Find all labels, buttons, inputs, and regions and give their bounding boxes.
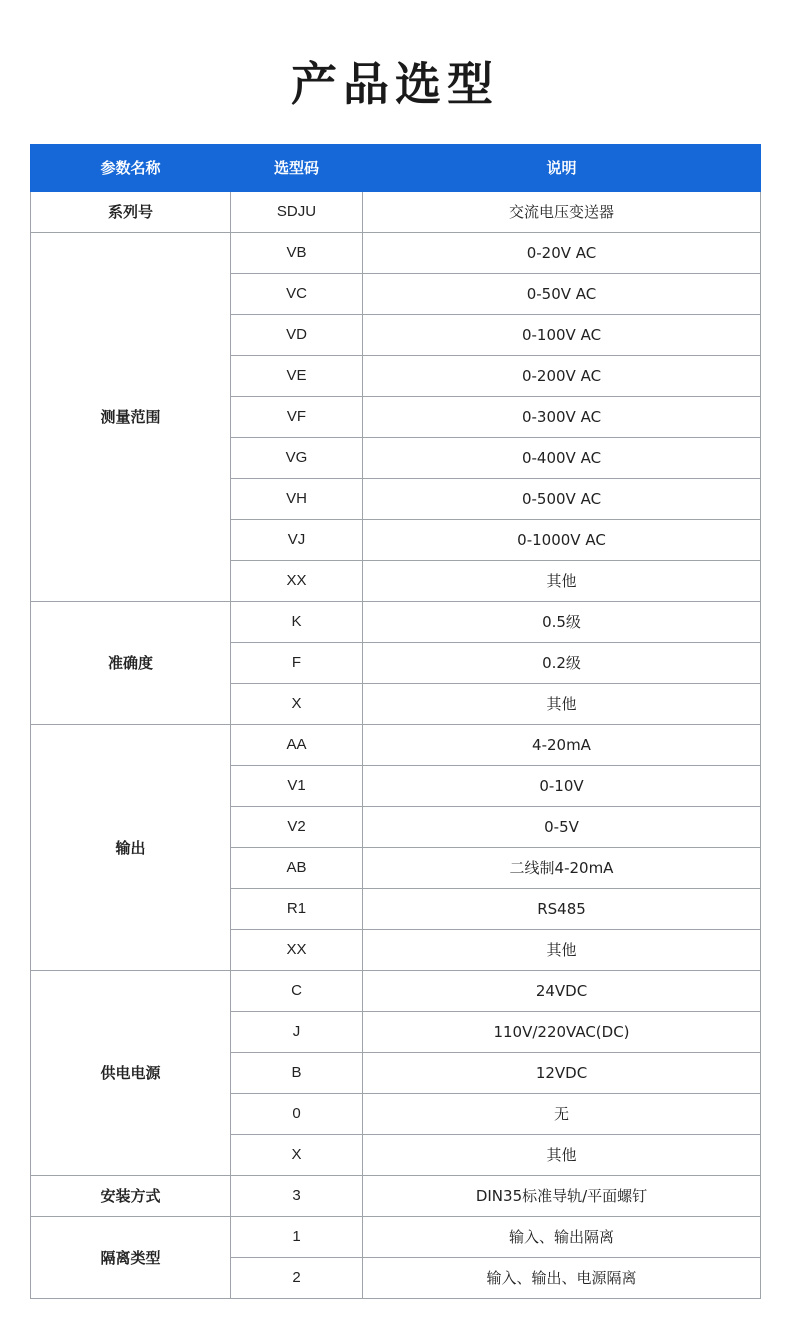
- description-cell: RS485: [363, 889, 761, 930]
- spec-table-container: [0, 144, 790, 1299]
- selection-code-cell: XX: [231, 561, 363, 602]
- column-header-desc: 说明: [363, 145, 761, 192]
- selection-code-cell: XX: [231, 930, 363, 971]
- selection-code-cell: VH: [231, 479, 363, 520]
- description-cell: 输入、输出、电源隔离: [363, 1258, 761, 1299]
- table-row: [31, 233, 761, 274]
- selection-code-cell: AA: [231, 725, 363, 766]
- selection-code-cell: F: [231, 643, 363, 684]
- table-row: [31, 192, 761, 233]
- selection-code-cell: J: [231, 1012, 363, 1053]
- table-row: [31, 1217, 761, 1258]
- description-cell: 0-200V AC: [363, 356, 761, 397]
- description-cell: 0-20V AC: [363, 233, 761, 274]
- description-cell: 0.2级: [363, 643, 761, 684]
- description-cell: 4-20mA: [363, 725, 761, 766]
- selection-code-cell: VC: [231, 274, 363, 315]
- description-cell: 0-400V AC: [363, 438, 761, 479]
- description-cell: 0-500V AC: [363, 479, 761, 520]
- description-cell: 0-5V: [363, 807, 761, 848]
- selection-code-cell: VB: [231, 233, 363, 274]
- selection-code-cell: 1: [231, 1217, 363, 1258]
- description-cell: 二线制4-20mA: [363, 848, 761, 889]
- page-title: 产品选型: [291, 57, 499, 111]
- selection-code-cell: VE: [231, 356, 363, 397]
- selection-code-cell: VG: [231, 438, 363, 479]
- selection-code-cell: AB: [231, 848, 363, 889]
- description-cell: 110V/220VAC(DC): [363, 1012, 761, 1053]
- selection-code-cell: R1: [231, 889, 363, 930]
- param-name-cell: 隔离类型: [31, 1217, 231, 1299]
- table-body: [31, 192, 761, 1299]
- param-name-cell: 测量范围: [31, 233, 231, 602]
- selection-code-cell: V2: [231, 807, 363, 848]
- selection-code-cell: B: [231, 1053, 363, 1094]
- param-name-cell: 输出: [31, 725, 231, 971]
- param-name-cell: 安装方式: [31, 1176, 231, 1217]
- table-header-row: [31, 145, 761, 192]
- table-row: [31, 1176, 761, 1217]
- param-name-cell: 供电电源: [31, 971, 231, 1176]
- product-selection-table: [30, 144, 761, 1299]
- description-cell: 0-50V AC: [363, 274, 761, 315]
- description-cell: 12VDC: [363, 1053, 761, 1094]
- selection-code-cell: C: [231, 971, 363, 1012]
- description-cell: 0-10V: [363, 766, 761, 807]
- description-cell: 0.5级: [363, 602, 761, 643]
- table-row: [31, 971, 761, 1012]
- description-cell: 0-1000V AC: [363, 520, 761, 561]
- description-cell: 交流电压变送器: [363, 192, 761, 233]
- description-cell: 其他: [363, 1135, 761, 1176]
- selection-code-cell: V1: [231, 766, 363, 807]
- description-cell: 其他: [363, 930, 761, 971]
- table-row: [31, 725, 761, 766]
- description-cell: 0-100V AC: [363, 315, 761, 356]
- table-row: [31, 602, 761, 643]
- selection-code-cell: K: [231, 602, 363, 643]
- selection-code-cell: 3: [231, 1176, 363, 1217]
- description-cell: DIN35标准导轨/平面螺钉: [363, 1176, 761, 1217]
- description-cell: 其他: [363, 684, 761, 725]
- table-header: [31, 145, 761, 192]
- selection-code-cell: X: [231, 684, 363, 725]
- selection-code-cell: 2: [231, 1258, 363, 1299]
- selection-code-cell: SDJU: [231, 192, 363, 233]
- column-header-param: 参数名称: [31, 145, 231, 192]
- description-cell: 0-300V AC: [363, 397, 761, 438]
- description-cell: 24VDC: [363, 971, 761, 1012]
- selection-code-cell: X: [231, 1135, 363, 1176]
- selection-code-cell: VD: [231, 315, 363, 356]
- column-header-code: 选型码: [231, 145, 363, 192]
- description-cell: 无: [363, 1094, 761, 1135]
- param-name-cell: 准确度: [31, 602, 231, 725]
- selection-code-cell: 0: [231, 1094, 363, 1135]
- description-cell: 输入、输出隔离: [363, 1217, 761, 1258]
- param-name-cell: 系列号: [31, 192, 231, 233]
- description-cell: 其他: [363, 561, 761, 602]
- selection-code-cell: VF: [231, 397, 363, 438]
- selection-code-cell: VJ: [231, 520, 363, 561]
